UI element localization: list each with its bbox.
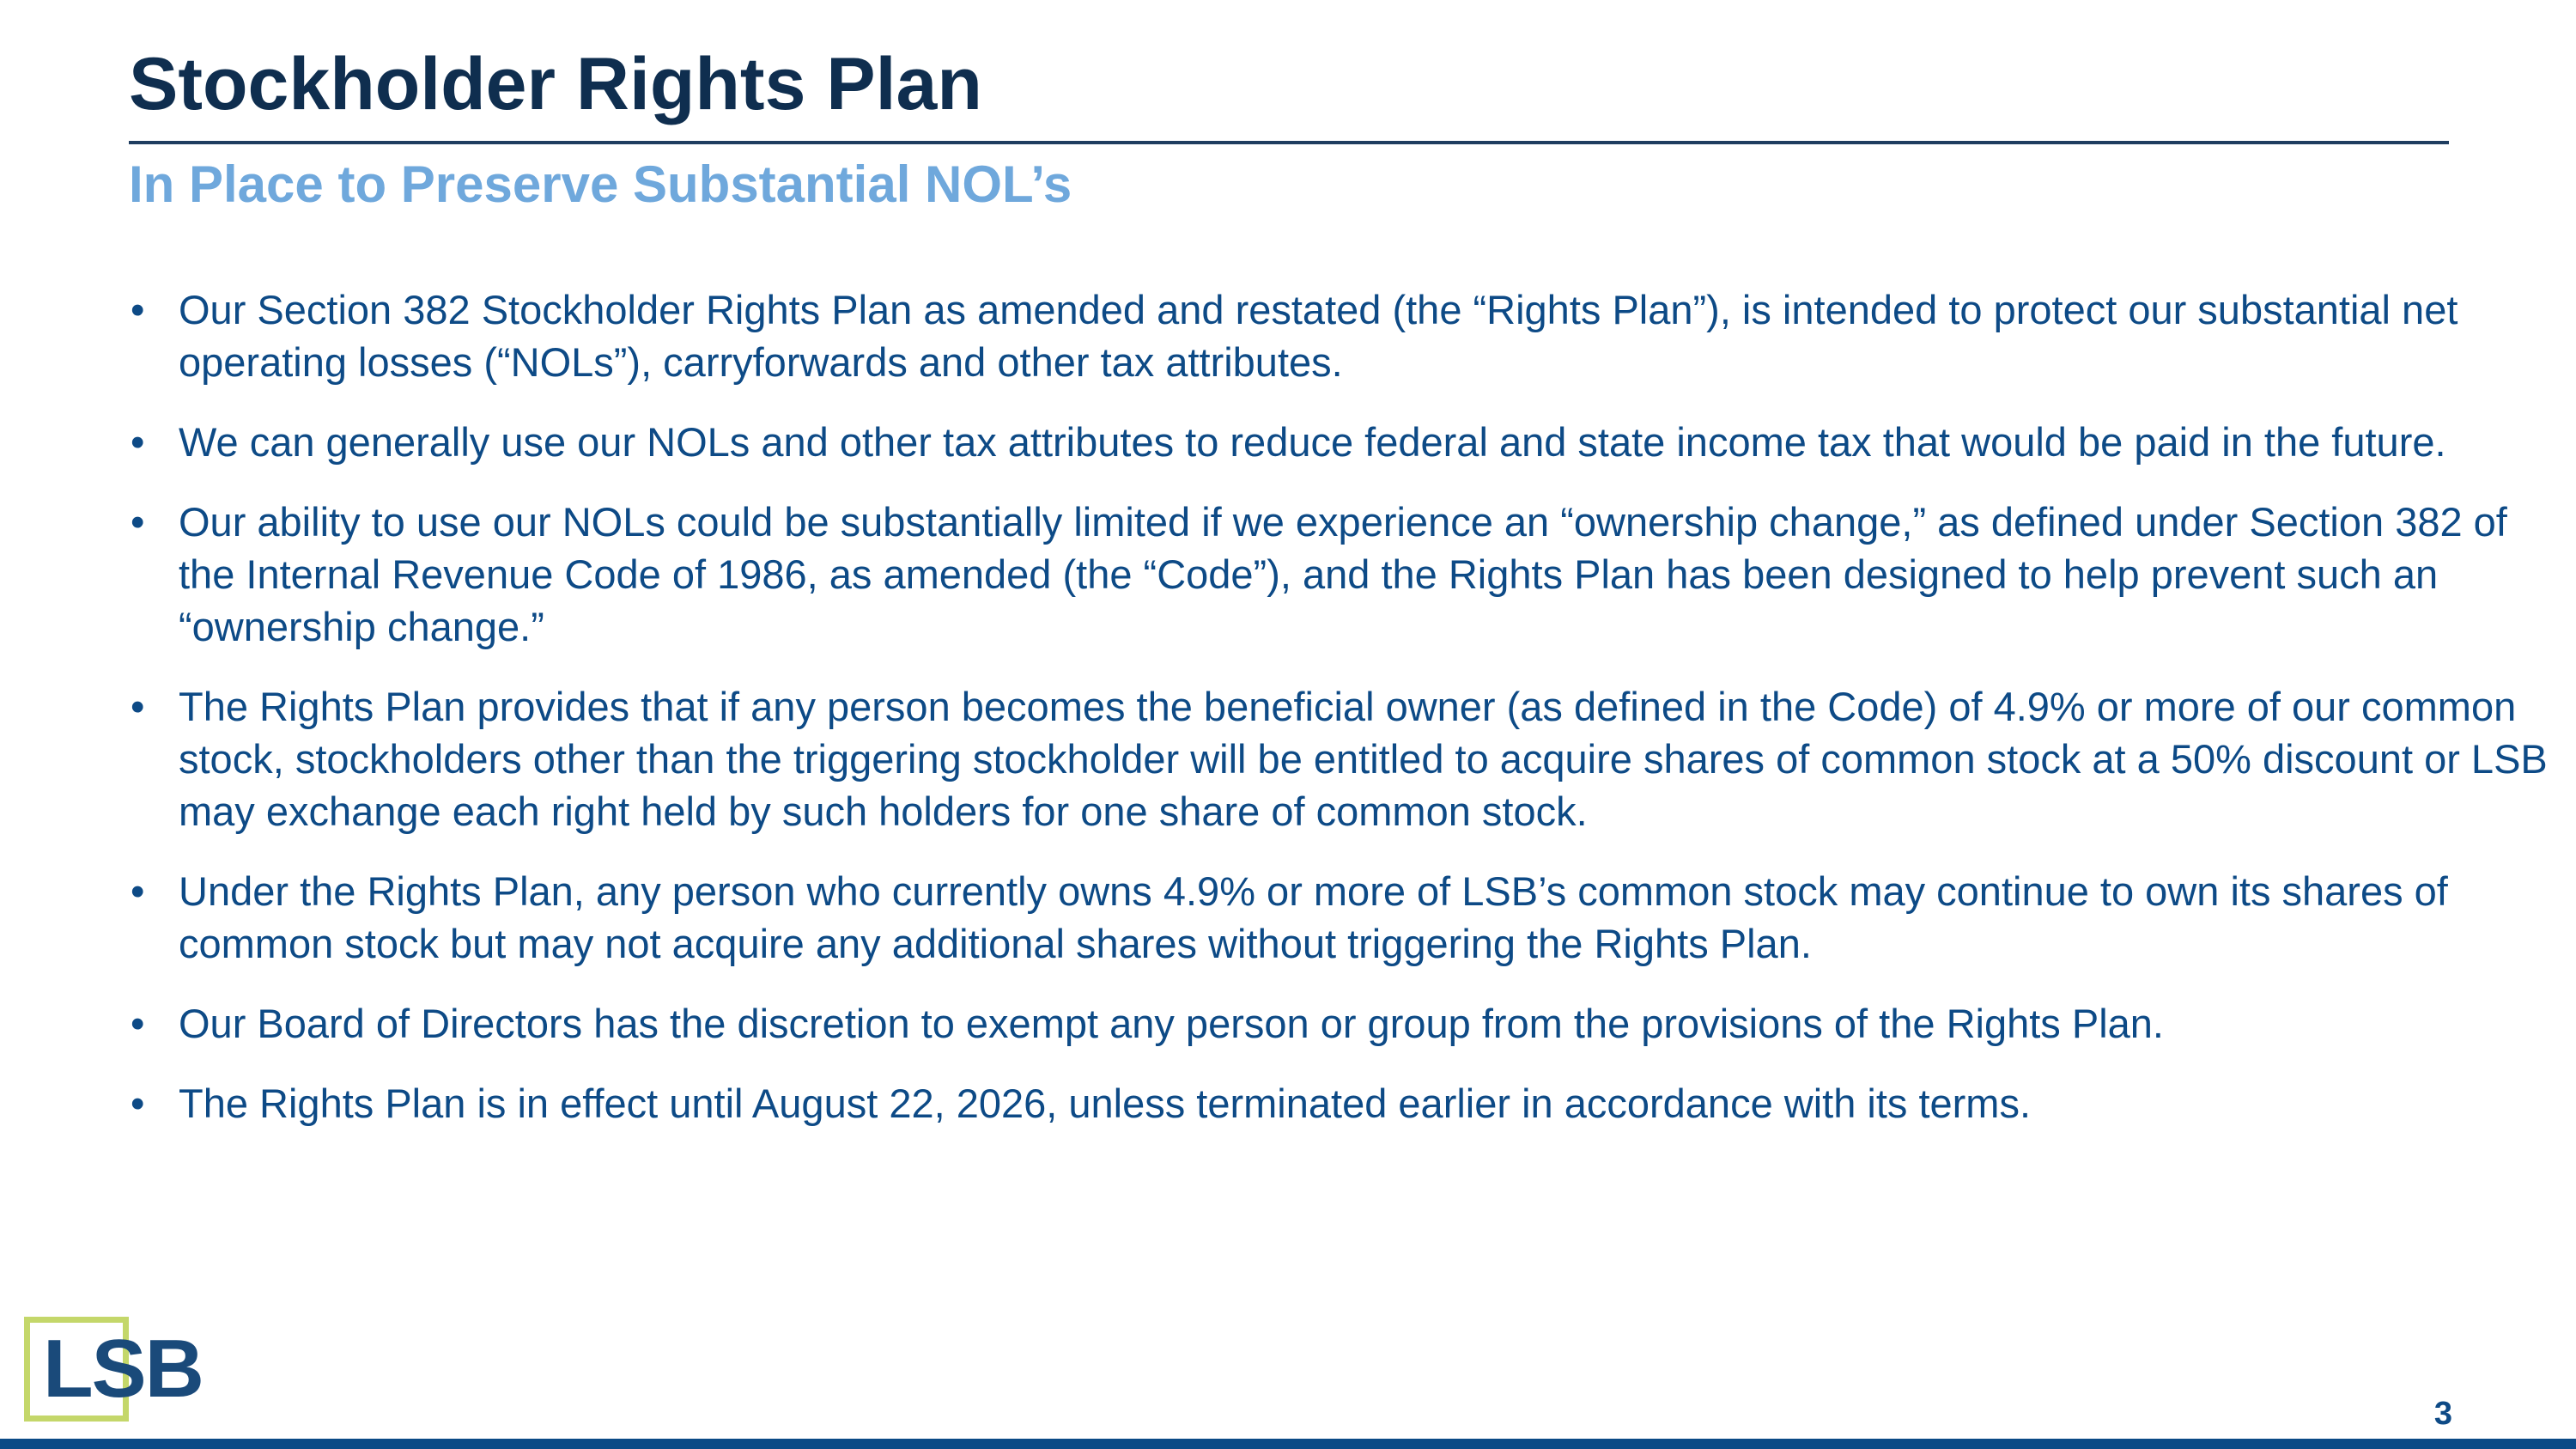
title-divider bbox=[129, 141, 2449, 144]
bullet-icon: • bbox=[131, 419, 145, 465]
bullet-item bbox=[129, 997, 2550, 1050]
bullet-item bbox=[129, 865, 2550, 970]
bullet-list bbox=[129, 283, 2550, 1157]
bullet-icon: • bbox=[131, 1081, 145, 1126]
bullet-item bbox=[129, 680, 2550, 837]
slide-title: Stockholder Rights Plan bbox=[129, 43, 982, 125]
bullet-text: We can generally use our NOLs and other tax attributes to reduce federal and state income tax that would be paid in the future. bbox=[179, 419, 2446, 465]
logo-text: LSB bbox=[43, 1323, 203, 1415]
bullet-text: The Rights Plan is in effect until August 22, 2026, unless terminated earlier in accordance with its terms. bbox=[179, 1081, 2032, 1126]
bullet-item bbox=[129, 1077, 2550, 1129]
bullet-icon: • bbox=[131, 684, 145, 729]
bullet-text: Our Board of Directors has the discretion to exempt any person or group from the provisions of the Rights Plan. bbox=[179, 1001, 2164, 1046]
slide-subtitle: In Place to Preserve Substantial NOL’s bbox=[129, 155, 1072, 213]
bullet-icon: • bbox=[131, 868, 145, 914]
bullet-text: Our Section 382 Stockholder Rights Plan as amended and restated (the “Rights Plan”), is intended to protect our substantial net operating losses (“NOLs”), carryforwards and other tax attributes. bbox=[179, 287, 2458, 385]
footer-bar bbox=[0, 1439, 2576, 1449]
bullet-item bbox=[129, 416, 2550, 468]
bullet-text: Our ability to use our NOLs could be substantially limited if we experience an “ownership change,” as defined under Section 382 of the Internal Revenue Code of 1986, as amended (the “Code”), and the Rights Plan has been designed to help prevent such an “ownership change.” bbox=[179, 499, 2507, 649]
bullet-icon: • bbox=[131, 287, 145, 332]
bullet-icon: • bbox=[131, 499, 145, 545]
bullet-text: Under the Rights Plan, any person who currently owns 4.9% or more of LSB’s common stock may continue to own its shares of common stock but may not acquire any additional shares without triggering the Rights Plan. bbox=[179, 868, 2448, 966]
bullet-icon: • bbox=[131, 1001, 145, 1046]
lsb-logo bbox=[24, 1317, 230, 1424]
bullet-item bbox=[129, 496, 2550, 653]
bullet-text: The Rights Plan provides that if any person becomes the beneficial owner (as defined in the Code) of 4.9% or more of our common stock, stockholders other than the triggering stockholder will be entitled to acquire shares of common stock at a 50% discount or LSB may exchange each right held by such holders for one share of common stock. bbox=[179, 684, 2548, 834]
page-number: 3 bbox=[2433, 1396, 2452, 1432]
bullet-item bbox=[129, 283, 2550, 388]
